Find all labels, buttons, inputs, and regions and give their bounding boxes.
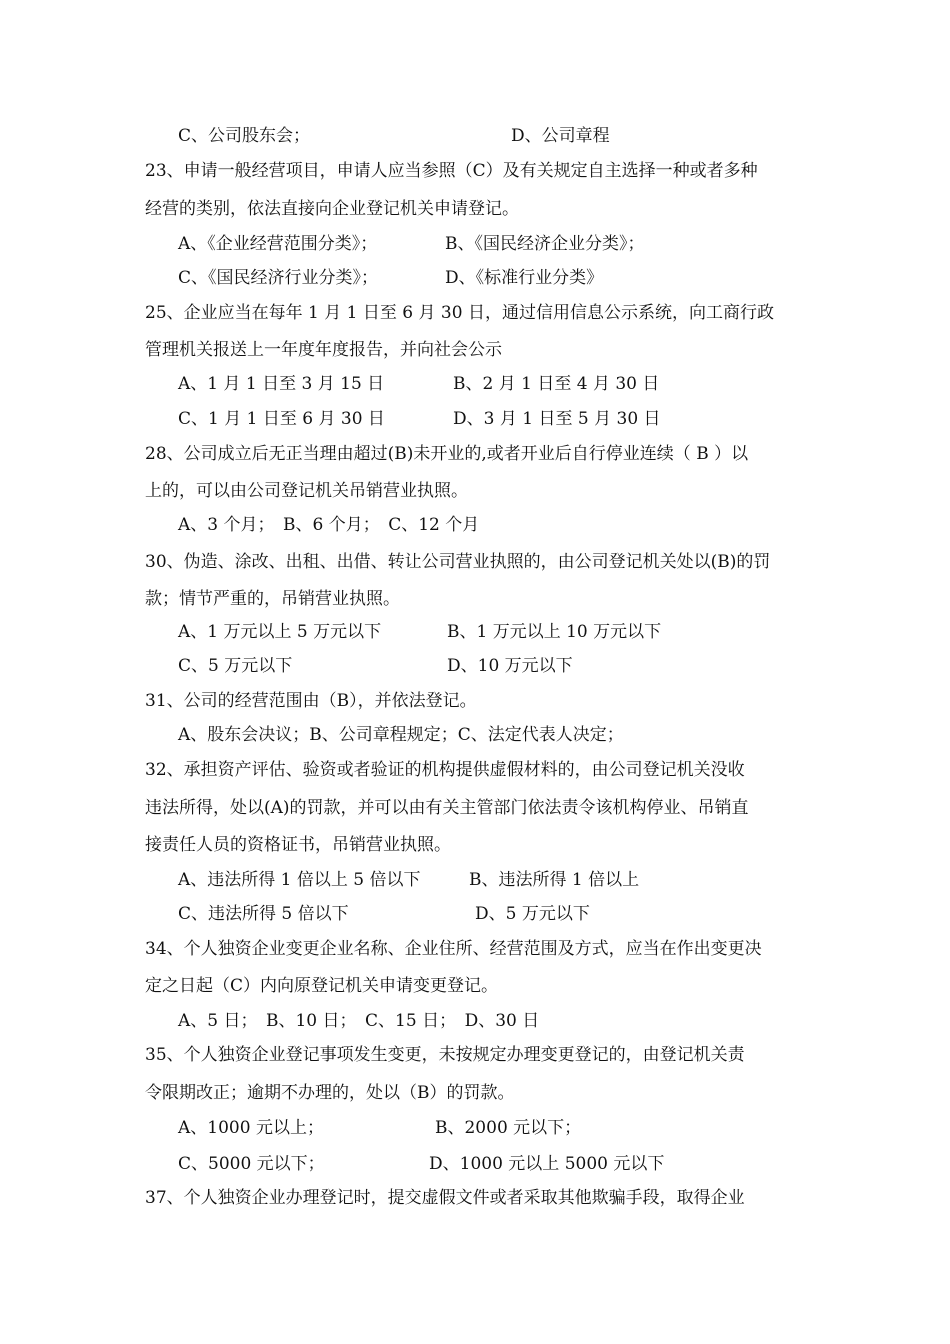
- option-text: A、违法所得 1 倍以上 5 倍以下: [178, 870, 421, 890]
- question-line: 经营的类别，依法直接向企业登记机关申请登记。: [145, 199, 519, 219]
- option-text: A、1 月 1 日至 3 月 15 日: [178, 374, 385, 394]
- option-text: A、1 万元以上 5 万元以下: [178, 622, 382, 642]
- option-text: A、1000 元以上；: [178, 1118, 324, 1138]
- option-text: D、5 万元以下: [475, 904, 590, 924]
- option-text: B、违法所得 1 倍以上: [469, 870, 640, 890]
- option-line: [178, 1147, 848, 1181]
- option-line: [178, 615, 848, 649]
- option-text: C、《国民经济行业分类》；: [178, 268, 379, 288]
- question-line: 违法所得，处以(A)的罚款，并可以由有关主管部门依法责令该机构停业、吊销直: [145, 798, 749, 818]
- option-text: C、违法所得 5 倍以下: [178, 904, 349, 924]
- option-text: C、公司股东会；: [178, 126, 311, 146]
- option-text: C、1 月 1 日至 6 月 30 日: [178, 409, 385, 429]
- option-line: [178, 119, 848, 153]
- question-line: 定之日起（C）内向原登记机关申请变更登记。: [145, 976, 499, 996]
- question-line: 23、申请一般经营项目，申请人应当参照（C）及有关规定自主选择一种或者多种: [145, 161, 758, 181]
- option-text: B、2000 元以下；: [435, 1118, 582, 1138]
- option-line: [178, 227, 848, 261]
- option-line: [178, 863, 848, 897]
- question-line: 25、企业应当在每年 1 月 1 日至 6 月 30 日，通过信用信息公示系统，向工商行政: [145, 303, 774, 323]
- question-line: 管理机关报送上一年度年度报告，并向社会公示: [145, 340, 502, 360]
- question-line: 34、个人独资企业变更企业名称、企业住所、经营范围及方式，应当在作出变更决: [145, 939, 762, 959]
- option-line: [178, 1111, 848, 1145]
- question-line: 令限期改正；逾期不办理的，处以（B）的罚款。: [145, 1083, 515, 1103]
- option-line: [178, 402, 848, 436]
- option-text: C、5000 元以下；: [178, 1154, 325, 1174]
- option-text: B、1 万元以上 10 万元以下: [447, 622, 662, 642]
- question-line: 37、个人独资企业办理登记时，提交虚假文件或者采取其他欺骗手段，取得企业: [145, 1188, 745, 1208]
- option-line: A、股东会决议；B、公司章程规定；C、法定代表人决定；: [178, 725, 624, 745]
- option-line: A、5 日； B、10 日； C、15 日； D、30 日: [178, 1011, 540, 1031]
- question-line: 32、承担资产评估、验资或者验证的机构提供虚假材料的，由公司登记机关没收: [145, 760, 745, 780]
- option-line: [178, 897, 848, 931]
- option-text: D、10 万元以下: [447, 656, 573, 676]
- option-text: D、3 月 1 日至 5 月 30 日: [453, 409, 661, 429]
- option-text: D、1000 元以上 5000 元以下: [429, 1154, 665, 1174]
- option-text: D、《标准行业分类》: [445, 268, 604, 288]
- question-line: 款；情节严重的，吊销营业执照。: [145, 589, 400, 609]
- question-line: 31、公司的经营范围由（B），并依法登记。: [145, 691, 477, 711]
- question-line: 30、伪造、涂改、出租、出借、转让公司营业执照的，由公司登记机关处以(B)的罚: [145, 552, 771, 572]
- option-text: C、5 万元以下: [178, 656, 293, 676]
- option-text: B、2 月 1 日至 4 月 30 日: [453, 374, 660, 394]
- option-text: D、公司章程: [511, 126, 610, 146]
- option-text: B、《国民经济企业分类》；: [445, 234, 645, 254]
- question-line: 上的，可以由公司登记机关吊销营业执照。: [145, 481, 468, 501]
- option-line: [178, 367, 848, 401]
- option-line: [178, 261, 848, 295]
- option-line: [178, 649, 848, 683]
- option-text: A、《企业经营范围分类》；: [178, 234, 378, 254]
- question-line: 35、个人独资企业登记事项发生变更，未按规定办理变更登记的，由登记机关责: [145, 1045, 745, 1065]
- question-line: 接责任人员的资格证书，吊销营业执照。: [145, 835, 451, 855]
- question-line: 28、公司成立后无正当理由超过(B)未开业的,或者开业后自行停业连续（ B ）以: [145, 444, 749, 464]
- option-line: A、3 个月； B、6 个月； C、12 个月: [178, 515, 480, 535]
